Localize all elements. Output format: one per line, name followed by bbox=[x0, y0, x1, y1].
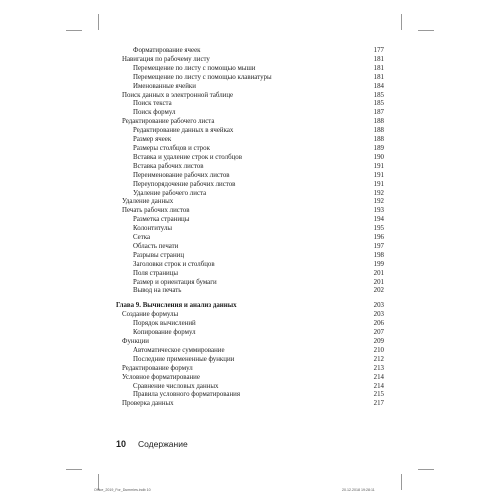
toc-entry bbox=[116, 172, 384, 181]
toc-entry-page: 214 bbox=[373, 382, 384, 390]
toc-entry bbox=[116, 190, 384, 199]
toc-entry bbox=[116, 136, 384, 145]
toc-entry-title: Форматирование ячеек bbox=[133, 47, 201, 54]
crop-mark-right-bottom bbox=[418, 469, 434, 470]
crop-mark-top-left bbox=[98, 14, 99, 30]
toc-entry-page: 195 bbox=[373, 225, 384, 233]
toc-entry-title: Печать рабочих листов bbox=[122, 207, 190, 215]
toc-entry-page: 190 bbox=[373, 153, 384, 161]
toc-entry-title: Перемещение по листу с помощью мыши bbox=[133, 64, 256, 72]
toc-entry bbox=[116, 356, 384, 365]
toc-entry bbox=[116, 65, 384, 74]
toc-entry-page: 177 bbox=[373, 47, 384, 54]
toc-entry-page: 193 bbox=[373, 207, 384, 215]
page-number: 10 bbox=[116, 439, 127, 449]
toc-entry-page: 207 bbox=[373, 329, 384, 337]
toc-entry-title: Правила условного форматирования bbox=[133, 391, 241, 399]
running-footer-title: Содержание bbox=[138, 439, 188, 449]
toc-entry-title: Размеры столбцов и строк bbox=[133, 144, 210, 152]
toc-entry-title: Поиск текста bbox=[133, 100, 172, 108]
toc-entry-page: 192 bbox=[373, 198, 384, 206]
toc-entry-title: Переупорядочение рабочих листов bbox=[133, 180, 236, 188]
toc-entry-title: Вставка рабочих листов bbox=[133, 162, 204, 170]
toc-entry-title: Порядок вычислений bbox=[133, 320, 196, 328]
toc-entry-title: Разрывы страниц bbox=[133, 251, 185, 259]
toc-chapter-entry bbox=[116, 302, 384, 311]
toc-entry-title: Удаление рабочего листа bbox=[133, 189, 207, 197]
toc-entry-title: Создание формулы bbox=[122, 311, 179, 319]
printer-slug-file: Office_2019_For_Dummies.indb 10 bbox=[94, 488, 151, 492]
toc-entry-title: Навигация по рабочему листу bbox=[122, 55, 210, 63]
toc-entry-title: Копирование формул bbox=[133, 329, 196, 337]
toc-entry bbox=[116, 338, 384, 347]
toc-entry-title: Область печати bbox=[133, 242, 179, 250]
toc-entry bbox=[116, 92, 384, 101]
toc-entry-title: Перемещение по листу с помощью клавиатуры bbox=[133, 73, 272, 81]
toc-entry bbox=[116, 391, 384, 400]
toc-entry-page: 188 bbox=[373, 127, 384, 135]
crop-mark-top-right bbox=[401, 14, 402, 30]
toc-entry bbox=[116, 47, 384, 56]
toc-entry-page: 202 bbox=[373, 287, 384, 295]
toc-entry bbox=[116, 74, 384, 83]
toc-entry bbox=[116, 279, 384, 288]
toc-entry-page: 184 bbox=[373, 82, 384, 90]
toc-entry bbox=[116, 83, 384, 92]
toc-entry-title: Редактирование рабочего листа bbox=[122, 118, 215, 126]
toc-entry-title: Именованные ячейки bbox=[133, 82, 196, 90]
toc-entry-title: Размер и ориентация бумаги bbox=[133, 278, 217, 286]
toc-entry bbox=[116, 154, 384, 163]
toc-entry-page: 191 bbox=[373, 180, 384, 188]
toc-entry bbox=[116, 329, 384, 338]
toc-entry bbox=[116, 163, 384, 172]
toc-entry-page: 215 bbox=[373, 391, 384, 399]
toc-entry-title: Последние примененные функции bbox=[133, 355, 235, 363]
toc-entry-page: 201 bbox=[373, 269, 384, 277]
toc-entry bbox=[116, 287, 384, 296]
toc-entry bbox=[116, 225, 384, 234]
toc-entry-page: 188 bbox=[373, 136, 384, 144]
toc-entry-title: Колонтитулы bbox=[133, 225, 173, 233]
toc-entry-page: 210 bbox=[373, 346, 384, 354]
toc-entry-page: 196 bbox=[373, 234, 384, 242]
toc-entry-title: Разметка страницы bbox=[133, 216, 190, 224]
toc-entry bbox=[116, 181, 384, 190]
toc-entry-title: Сравнение числовых данных bbox=[133, 382, 219, 390]
crop-mark-bottom-right bbox=[401, 474, 402, 490]
toc-entry bbox=[116, 198, 384, 207]
toc-entry-title: Размер ячеек bbox=[133, 136, 172, 144]
toc-entry-page: 187 bbox=[373, 109, 384, 117]
toc-entry bbox=[116, 320, 384, 329]
toc-entry bbox=[116, 252, 384, 261]
toc-entry bbox=[116, 56, 384, 65]
toc-entry bbox=[116, 207, 384, 216]
toc-entry-page: 214 bbox=[373, 373, 384, 381]
toc-entry-title: Вывод на печать bbox=[133, 287, 182, 295]
toc-entry bbox=[116, 100, 384, 109]
toc-entry bbox=[116, 234, 384, 243]
toc-entry-title: Автоматическое суммирование bbox=[133, 346, 225, 354]
toc-entry-title: Вставка и удаление строк и столбцов bbox=[133, 153, 242, 161]
toc-entry-title: Поиск данных в электронной таблице bbox=[122, 91, 234, 99]
toc-entry-page: 217 bbox=[373, 400, 384, 408]
toc-entry-page: 201 bbox=[373, 278, 384, 286]
toc-entry-page: 198 bbox=[373, 251, 384, 259]
toc-entry-title: Переименование рабочих листов bbox=[133, 171, 230, 179]
toc-entry bbox=[116, 145, 384, 154]
toc-entry-title: Редактирование данных в ячейках bbox=[133, 127, 234, 135]
toc-entry-page: 181 bbox=[373, 73, 384, 81]
toc-entry-page: 192 bbox=[373, 189, 384, 197]
toc-entry-title: Сетка bbox=[133, 234, 151, 242]
toc-entry-page: 181 bbox=[373, 55, 384, 63]
toc-entry bbox=[116, 243, 384, 252]
toc-entry-page: 206 bbox=[373, 320, 384, 328]
toc-entry-page: 199 bbox=[373, 260, 384, 268]
toc-entry-page: 191 bbox=[373, 162, 384, 170]
toc-entry-title: Глава 9. Вычисления и анализ данных bbox=[116, 302, 237, 310]
toc-entry bbox=[116, 261, 384, 270]
table-of-contents bbox=[116, 47, 384, 409]
toc-entry-page: 194 bbox=[373, 216, 384, 224]
crop-mark-left-top bbox=[66, 30, 82, 31]
printer-slug-timestamp: 20.12.2018 19:28:11 bbox=[342, 488, 375, 492]
toc-entry-page: 203 bbox=[373, 302, 384, 310]
toc-entry-title: Функции bbox=[122, 338, 149, 345]
toc-entry bbox=[116, 400, 384, 409]
toc-entry bbox=[116, 365, 384, 374]
toc-entry-page: 189 bbox=[373, 144, 384, 152]
toc-entry-page: 185 bbox=[373, 91, 384, 99]
toc-entry-title: Удаление данных bbox=[122, 198, 174, 206]
toc-entry bbox=[116, 347, 384, 356]
toc-entry-page: 197 bbox=[373, 242, 384, 250]
toc-entry-page: 185 bbox=[373, 100, 384, 108]
toc-entry-title: Поля страницы bbox=[133, 269, 179, 277]
toc-entry-page: 209 bbox=[373, 338, 384, 345]
toc-entry-page: 191 bbox=[373, 171, 384, 179]
toc-entry-page: 188 bbox=[373, 118, 384, 126]
toc-entry bbox=[116, 311, 384, 320]
toc-entry-page: 213 bbox=[373, 364, 384, 372]
toc-entry bbox=[116, 216, 384, 225]
toc-entry-title: Проверка данных bbox=[122, 400, 174, 408]
toc-entry bbox=[116, 374, 384, 383]
toc-entry-title: Условное форматирование bbox=[122, 373, 200, 381]
toc-entry bbox=[116, 270, 384, 279]
toc-entry-page: 203 bbox=[373, 311, 384, 319]
toc-entry-page: 212 bbox=[373, 355, 384, 363]
crop-mark-left-bottom bbox=[66, 469, 82, 470]
toc-entry bbox=[116, 109, 384, 118]
toc-entry-title: Редактирование формул bbox=[122, 364, 193, 372]
toc-entry-page: 181 bbox=[373, 64, 384, 72]
crop-mark-right-top bbox=[418, 30, 434, 31]
toc-entry bbox=[116, 127, 384, 136]
toc-entry bbox=[116, 383, 384, 392]
toc-entry bbox=[116, 118, 384, 127]
toc-entry-title: Поиск формул bbox=[133, 109, 176, 117]
toc-entry-title: Заголовки строк и столбцов bbox=[133, 260, 215, 268]
